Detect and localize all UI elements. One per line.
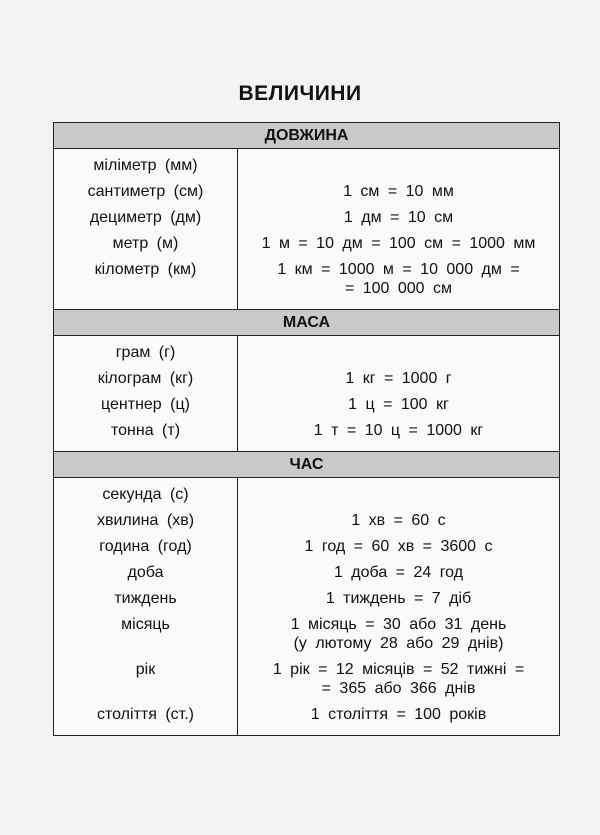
unit-relation (238, 234, 559, 260)
unit-relation (238, 343, 559, 369)
section-heading-length: ДОВЖИНА (54, 123, 559, 149)
unit-name: тонна (т) (110, 422, 181, 439)
unit-name: хвилина (хв) (96, 512, 195, 529)
unit-name: міліметр (мм) (93, 157, 198, 174)
section-body-length (54, 149, 559, 310)
relation-column (238, 478, 559, 735)
unit-relation (238, 563, 559, 589)
unit-relation (238, 705, 559, 731)
relation-line: 1 місяць = 30 або 31 день (290, 616, 507, 633)
units-table (53, 122, 560, 736)
unit-relation (238, 615, 559, 660)
relation-line: 1 кг = 1000 г (345, 370, 452, 387)
relation-line: 1 хв = 60 с (351, 512, 446, 529)
relation-line: 1 рік = 12 місяців = 52 тижні = (272, 661, 525, 678)
unit-name: кілометр (км) (94, 261, 197, 278)
relation-line: 1 ц = 100 кг (348, 396, 449, 413)
section-heading-time: ЧАС (54, 452, 559, 478)
unit-column (54, 478, 238, 735)
relation-line: 1 століття = 100 років (310, 706, 487, 723)
relation-line: 1 дм = 10 см (343, 209, 454, 226)
relation-line: 1 км = 1000 м = 10 000 дм = (277, 261, 520, 278)
relation-line: = 100 000 см (344, 280, 453, 297)
relation-column (238, 149, 559, 309)
unit-name: рік (135, 661, 156, 678)
unit-relation (238, 589, 559, 615)
unit-name: століття (ст.) (96, 706, 194, 723)
unit-column (54, 336, 238, 451)
unit-relation (238, 156, 559, 182)
section-body-mass (54, 336, 559, 452)
unit-name: секунда (с) (102, 486, 189, 503)
relation-line: = 365 або 366 днів (321, 680, 476, 697)
unit-relation (238, 182, 559, 208)
relation-line: 1 см = 10 мм (343, 183, 454, 200)
unit-name: доба (127, 564, 164, 581)
relation-line: 1 доба = 24 год (333, 564, 464, 581)
unit-name: метр (м) (112, 235, 179, 252)
page-title: ВЕЛИЧИНИ (238, 82, 362, 105)
unit-name: грам (г) (115, 344, 176, 361)
unit-relation (238, 660, 559, 705)
unit-name: місяць (121, 616, 170, 633)
unit-relation (238, 421, 559, 447)
relation-line: 1 т = 10 ц = 1000 кг (313, 422, 484, 439)
unit-relation (238, 260, 559, 305)
relation-line: 1 год = 60 хв = 3600 с (304, 538, 493, 555)
unit-name: сантиметр (см) (87, 183, 204, 200)
unit-name: кілограм (кг) (97, 370, 194, 387)
relation-line: (у лютому 28 або 29 днів) (293, 635, 504, 652)
unit-relation (238, 369, 559, 395)
unit-column (54, 149, 238, 309)
unit-relation (238, 208, 559, 234)
unit-name: година (год) (99, 538, 192, 555)
section-body-time (54, 478, 559, 735)
unit-name: тиждень (114, 590, 177, 607)
relation-line: 1 тиждень = 7 діб (325, 590, 472, 607)
unit-name: центнер (ц) (101, 396, 190, 413)
unit-relation (238, 537, 559, 563)
relation-line: 1 м = 10 дм = 100 см = 1000 мм (261, 235, 536, 252)
unit-relation (238, 395, 559, 421)
unit-name: дециметр (дм) (89, 209, 202, 226)
relation-column (238, 336, 559, 451)
unit-relation (238, 485, 559, 511)
section-heading-mass: МАСА (54, 310, 559, 336)
unit-relation (238, 511, 559, 537)
